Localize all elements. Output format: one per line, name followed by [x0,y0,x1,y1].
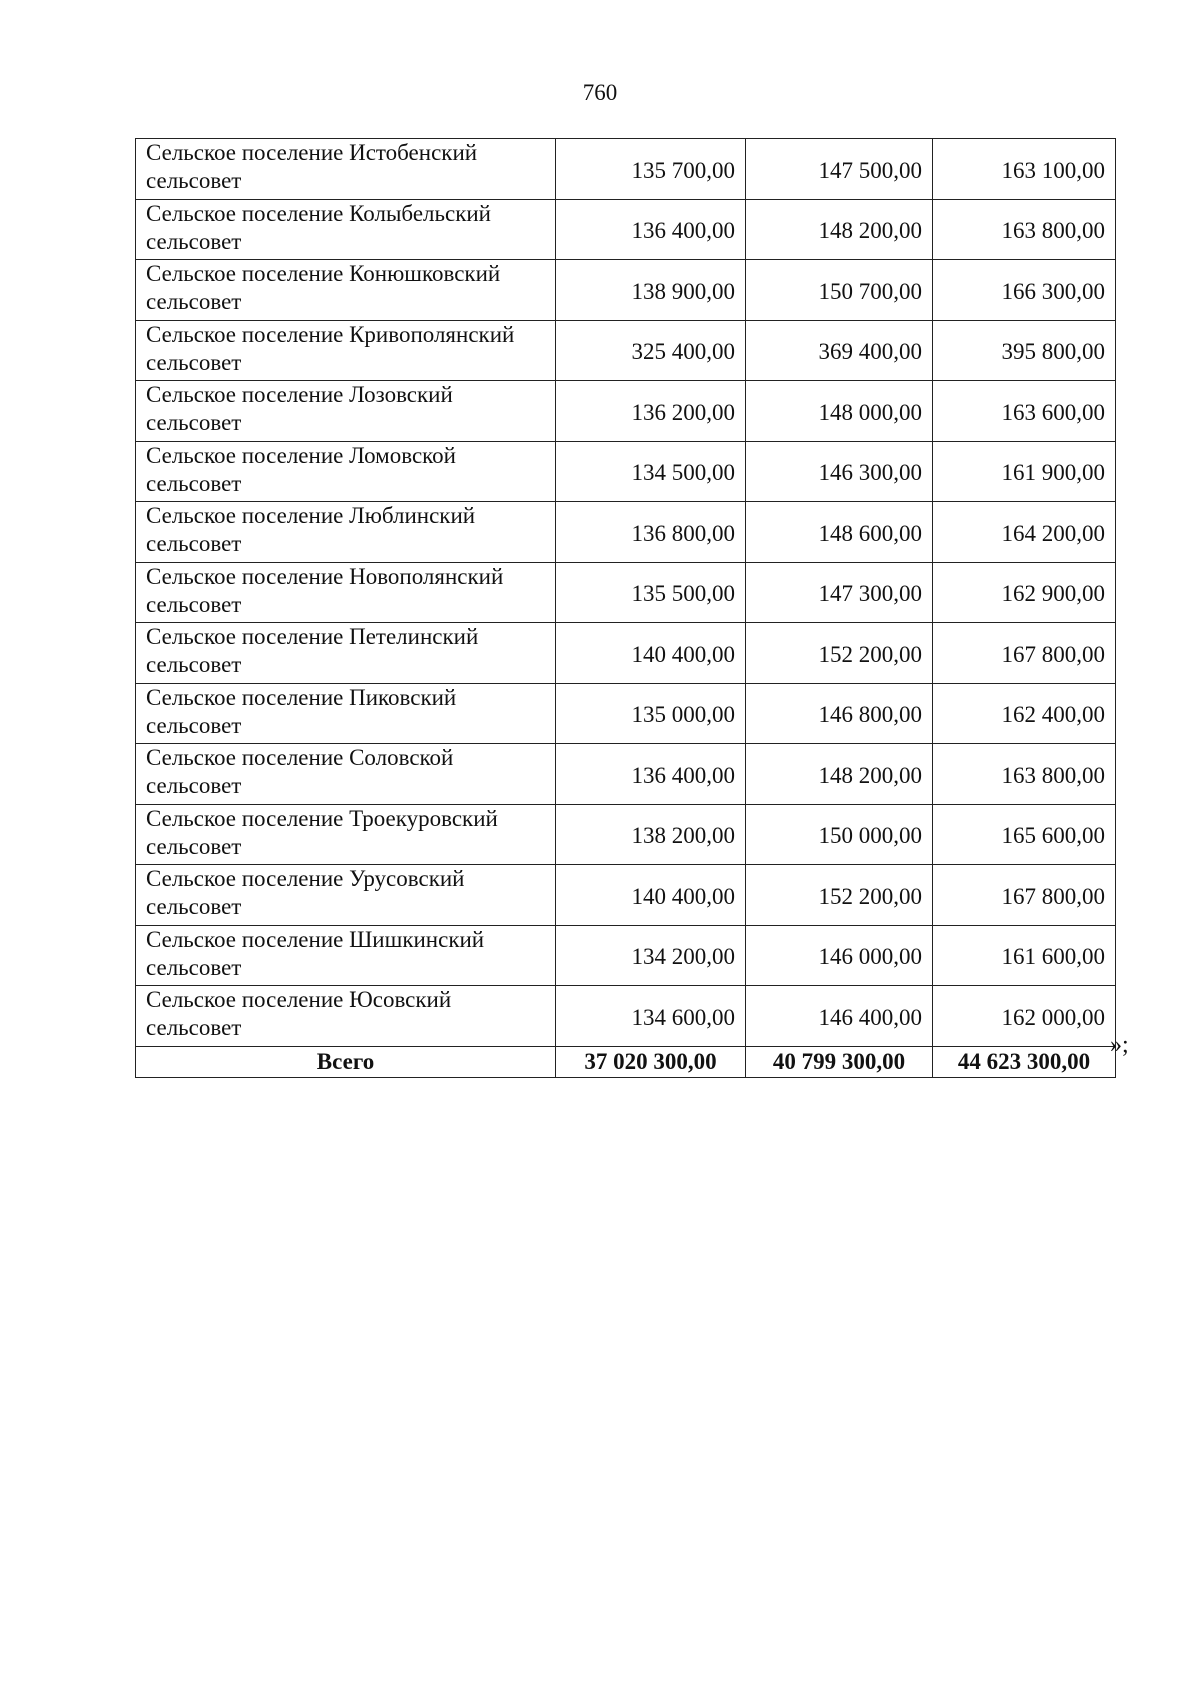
settlement-name: Сельское поселение Юсовский сельсовет [136,986,556,1047]
table-row [136,865,1116,926]
value-col-1: 136 400,00 [556,199,746,260]
value-col-3: 167 800,00 [933,623,1116,684]
value-col-1: 136 200,00 [556,381,746,442]
settlement-name: Сельское поселение Соловской сельсовет [136,744,556,805]
value-col-2: 150 700,00 [746,260,933,321]
value-col-3: 163 100,00 [933,139,1116,200]
value-col-2: 147 500,00 [746,139,933,200]
table-row [136,139,1116,200]
settlement-name: Сельское поселение Колыбельский сельсовет [136,199,556,260]
table-row [136,683,1116,744]
value-col-3: 162 000,00 [933,986,1116,1047]
value-col-1: 135 000,00 [556,683,746,744]
total-label: Всего [136,1046,556,1077]
value-col-2: 146 000,00 [746,925,933,986]
table-row [136,441,1116,502]
value-col-1: 135 700,00 [556,139,746,200]
value-col-3: 161 600,00 [933,925,1116,986]
value-col-2: 152 200,00 [746,865,933,926]
value-col-2: 148 000,00 [746,381,933,442]
value-col-2: 150 000,00 [746,804,933,865]
value-col-3: 162 900,00 [933,562,1116,623]
value-col-3: 163 600,00 [933,381,1116,442]
table-row [136,623,1116,684]
table-body [136,139,1116,1078]
budget-table [135,138,1116,1078]
value-col-3: 163 800,00 [933,199,1116,260]
total-row [136,1046,1116,1077]
value-col-2: 148 600,00 [746,502,933,563]
table-row [136,804,1116,865]
page-number: 760 [582,80,618,105]
table-row [136,320,1116,381]
closing-quote: »; [1110,1032,1129,1058]
value-col-3: 166 300,00 [933,260,1116,321]
value-col-1: 134 200,00 [556,925,746,986]
settlement-name: Сельское поселение Урусовский сельсовет [136,865,556,926]
value-col-1: 136 800,00 [556,502,746,563]
settlement-name: Сельское поселение Шишкинский сельсовет [136,925,556,986]
value-col-1: 135 500,00 [556,562,746,623]
settlement-name: Сельское поселение Конюшковский сельсовет [136,260,556,321]
value-col-3: 161 900,00 [933,441,1116,502]
value-col-2: 146 400,00 [746,986,933,1047]
table-row [136,502,1116,563]
value-col-1: 138 200,00 [556,804,746,865]
total-value-2: 40 799 300,00 [746,1046,933,1077]
settlement-name: Сельское поселение Новополянский сельсовет [136,562,556,623]
total-value-3: 44 623 300,00 [933,1046,1116,1077]
settlement-name: Сельское поселение Пиковский сельсовет [136,683,556,744]
value-col-3: 162 400,00 [933,683,1116,744]
value-col-2: 146 300,00 [746,441,933,502]
total-value-1: 37 020 300,00 [556,1046,746,1077]
value-col-1: 140 400,00 [556,623,746,684]
settlement-name: Сельское поселение Истобенский сельсовет [136,139,556,200]
settlement-name: Сельское поселение Троекуровский сельсовет [136,804,556,865]
value-col-1: 138 900,00 [556,260,746,321]
value-col-1: 134 600,00 [556,986,746,1047]
table-row [136,986,1116,1047]
value-col-2: 148 200,00 [746,744,933,805]
value-col-2: 146 800,00 [746,683,933,744]
table-row [136,744,1116,805]
value-col-2: 148 200,00 [746,199,933,260]
value-col-2: 152 200,00 [746,623,933,684]
value-col-3: 165 600,00 [933,804,1116,865]
settlement-name: Сельское поселение Ломовской сельсовет [136,441,556,502]
table-row [136,260,1116,321]
value-col-2: 369 400,00 [746,320,933,381]
table-row [136,199,1116,260]
value-col-1: 325 400,00 [556,320,746,381]
value-col-2: 147 300,00 [746,562,933,623]
table-row [136,562,1116,623]
value-col-3: 163 800,00 [933,744,1116,805]
settlement-name: Сельское поселение Люблинский сельсовет [136,502,556,563]
table-row [136,925,1116,986]
settlement-name: Сельское поселение Петелинский сельсовет [136,623,556,684]
settlement-name: Сельское поселение Кривополянский сельсовет [136,320,556,381]
settlement-name: Сельское поселение Лозовский сельсовет [136,381,556,442]
value-col-1: 136 400,00 [556,744,746,805]
value-col-3: 167 800,00 [933,865,1116,926]
table-row [136,381,1116,442]
value-col-3: 395 800,00 [933,320,1116,381]
value-col-1: 140 400,00 [556,865,746,926]
value-col-1: 134 500,00 [556,441,746,502]
value-col-3: 164 200,00 [933,502,1116,563]
